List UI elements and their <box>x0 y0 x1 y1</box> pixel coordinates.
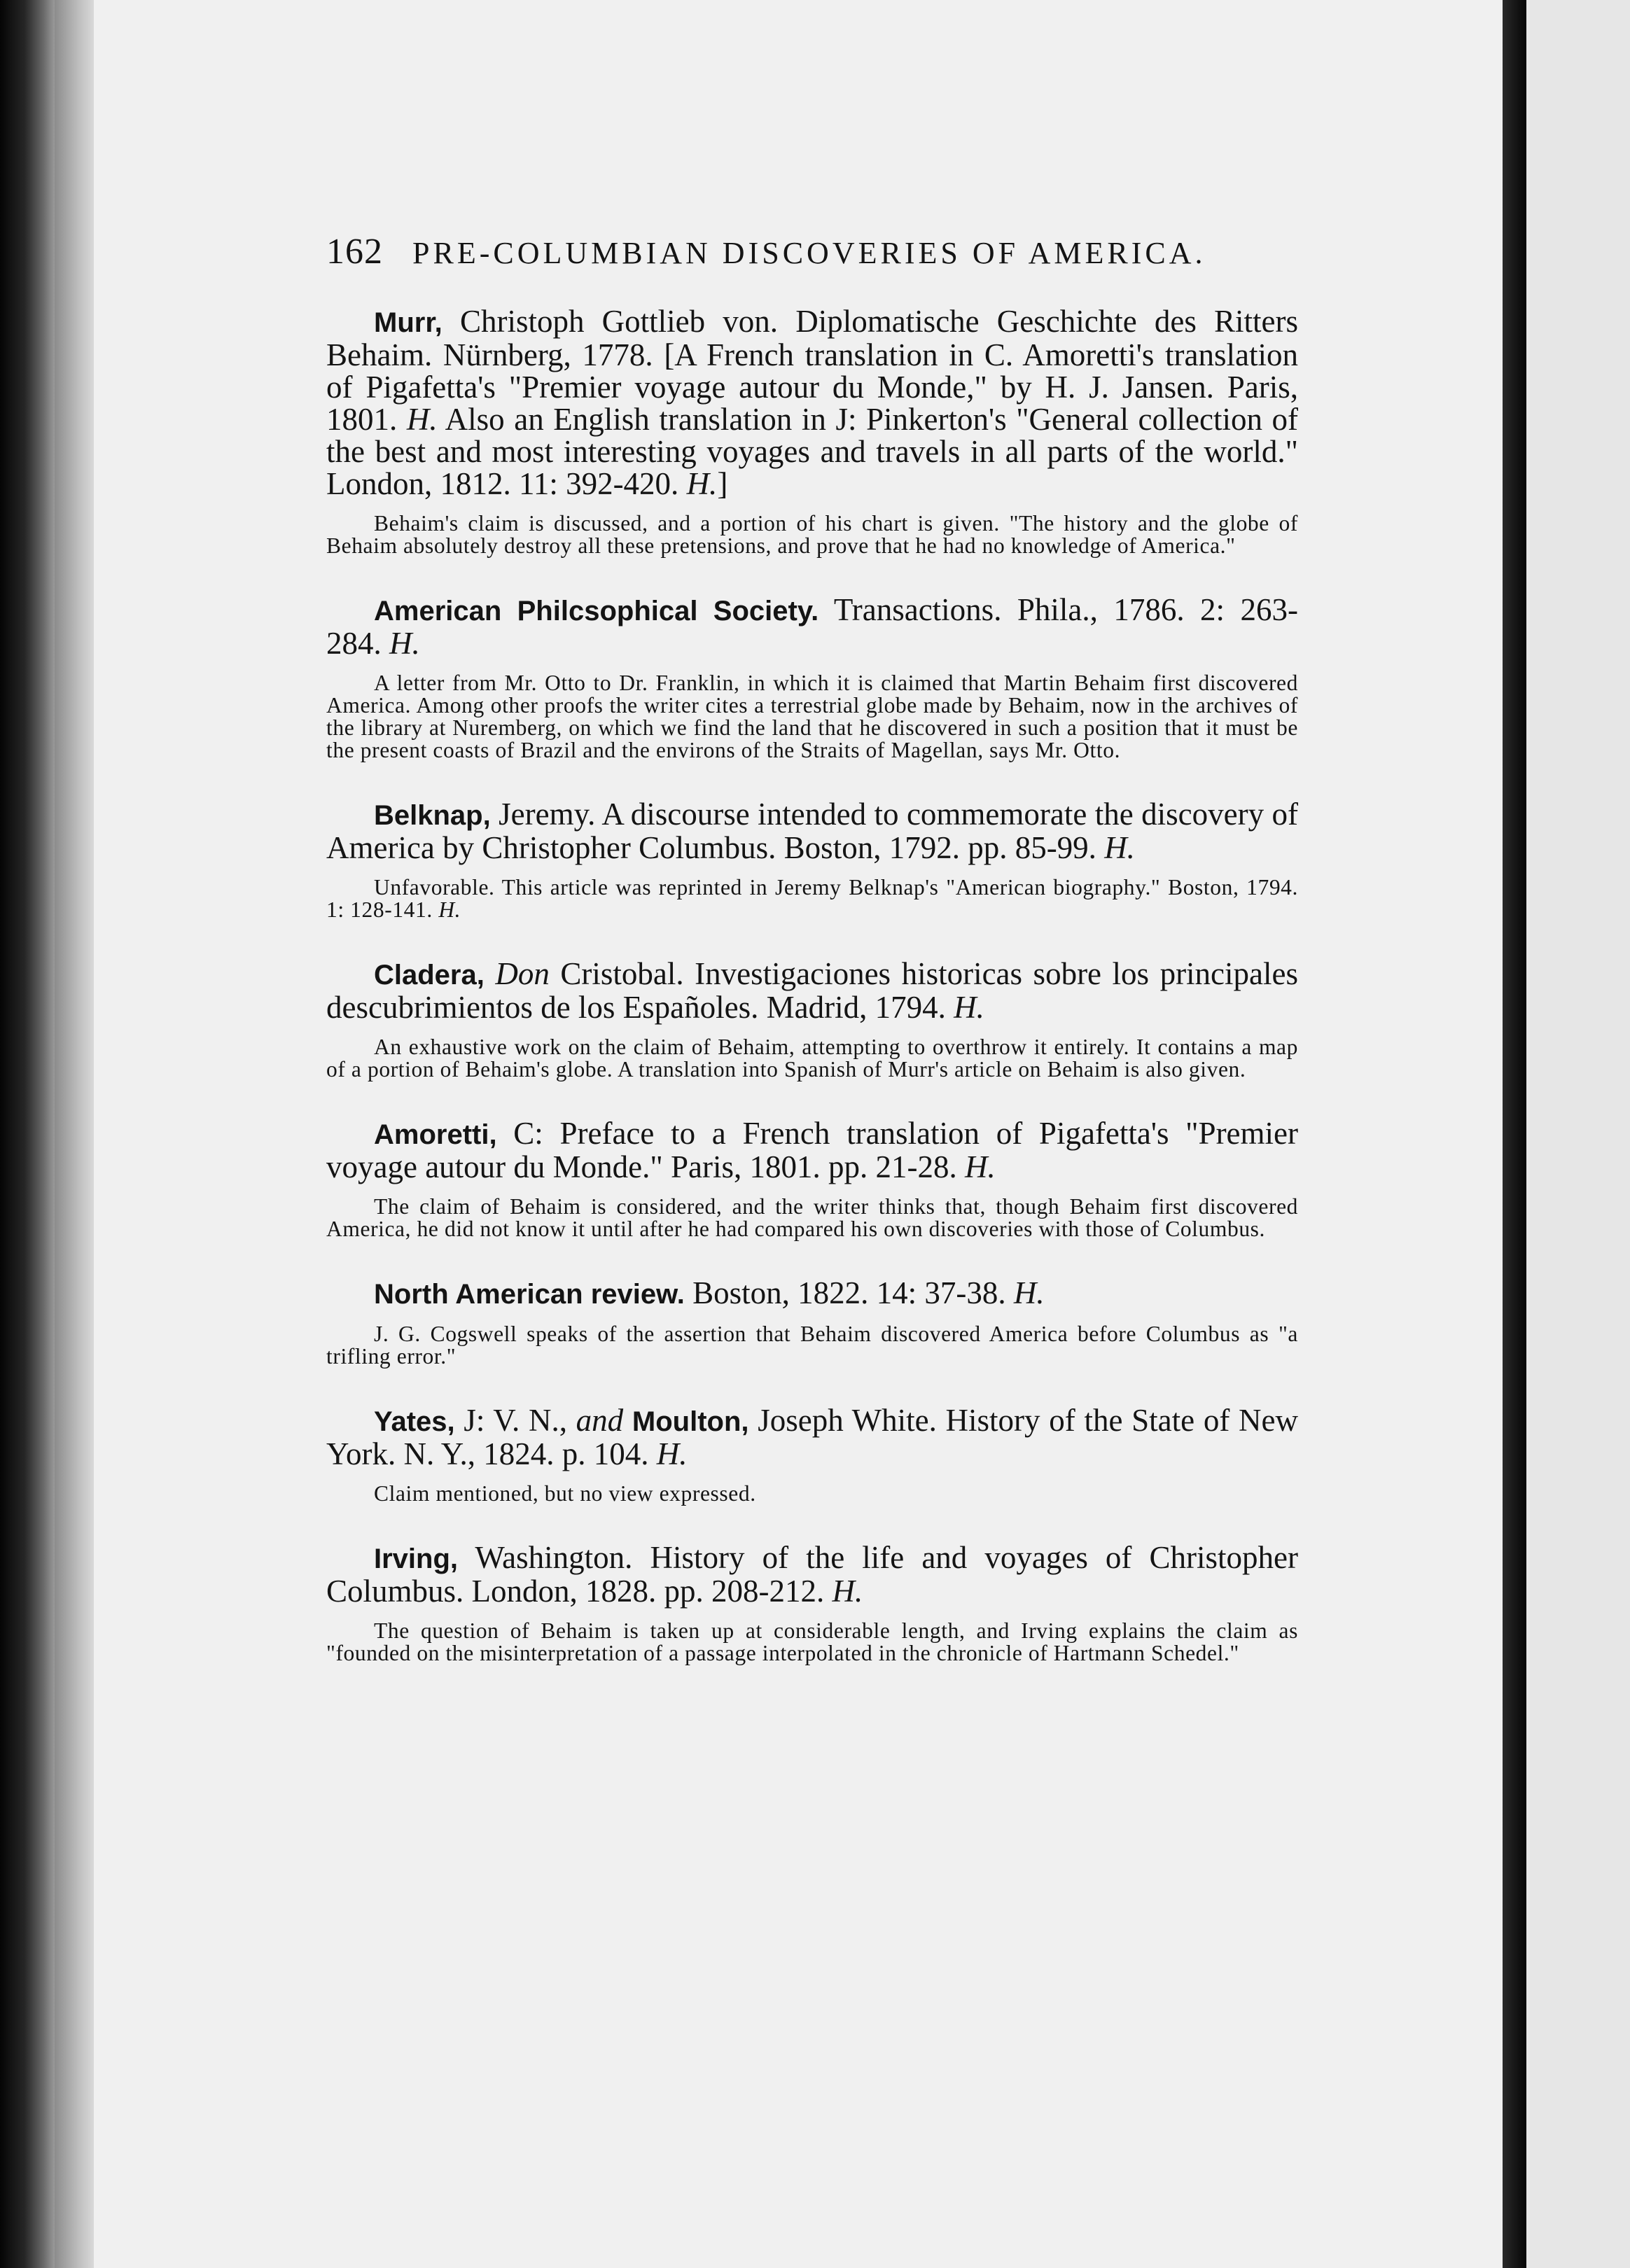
citation-text-continued: Also an English translation in J: Pinkerton's "General collection of the best and most interesting voyages and travels in all parts of the world." London, 1812. 11: 392-420. <box>326 402 1299 501</box>
bibliography-entry-cladera <box>326 958 1298 1081</box>
citation-text: Transactions. Phila., 1786. 2: 263-284. <box>326 592 1298 661</box>
entry-author: Murr, <box>374 307 443 338</box>
library-mark: H. <box>954 990 984 1025</box>
entry-annotation <box>326 876 1298 921</box>
citation-initials: J: V. N., <box>464 1403 567 1438</box>
page-stack-edge <box>55 0 94 2268</box>
bibliography-entry-american-philosophical-society <box>326 594 1298 762</box>
page-gutter-shadow <box>1503 0 1526 2268</box>
library-mark: H. <box>965 1149 996 1184</box>
conjunction-italic: and <box>576 1403 624 1438</box>
entry-annotation: The claim of Behaim is considered, and the writer thinks that, though Behaim first discovered America, he did not know it until after he had compared his own discoveries with those of Columbus. <box>326 1194 1298 1241</box>
entry-citation <box>326 1541 1298 1607</box>
page-number: 162 <box>326 232 383 272</box>
entry-author: Yates, <box>374 1406 455 1437</box>
entry-citation <box>326 594 1298 659</box>
citation-text: Joseph White. History of the State of New York. N. Y., 1824. p. 104. <box>326 1403 1299 1471</box>
citation-text: C: Preface to a French translation of Pigafetta's "Premier voyage autour du Monde." Paris, 1801. pp. 21-28. <box>326 1116 1298 1184</box>
entry-annotation: J. G. Cogswell speaks of the assertion that Behaim discovered America before Columbus as "a trifling error." <box>326 1322 1298 1368</box>
closing-bracket: ] <box>717 466 728 501</box>
author-title-italic: Don <box>495 956 550 991</box>
annotation-text: Unfavorable. This article was reprinted in Jeremy Belknap's "American biography." Boston, 1794. 1: 128-141. <box>326 875 1298 922</box>
entry-author: Irving, <box>374 1544 459 1574</box>
library-mark: H. <box>389 626 420 661</box>
citation-text: Jeremy. A discourse intended to commemorate the discovery of America by Christopher Columbus. Boston, 1792. pp. 85-99. <box>326 797 1299 865</box>
book-spine-shadow <box>0 0 55 2268</box>
library-mark: H. <box>1013 1275 1045 1310</box>
library-mark: H. <box>686 466 718 501</box>
entry-annotation: The question of Behaim is taken up at considerable length, and Irving explains the claim as "founded on the misinterpretation of a passage interpolated in the chronicle of Hartmann Schedel." <box>326 1618 1298 1665</box>
entry-author: American Philcsophical Society. <box>374 596 819 626</box>
library-mark: H. <box>406 402 438 437</box>
entry-citation <box>326 798 1298 864</box>
entry-annotation: An exhaustive work on the claim of Behaim, attempting to overthrow it entirely. It contains a map of a portion of Behaim's globe. A translation into Spanish of Murr's article on Behaim is also given. <box>326 1035 1298 1082</box>
bibliography-entry-murr <box>326 305 1298 557</box>
entry-annotation: Claim mentioned, but no view expressed. <box>374 1481 756 1506</box>
entry-citation <box>326 958 1298 1023</box>
library-mark: H. <box>656 1436 688 1471</box>
entry-citation <box>326 1404 1298 1470</box>
bibliography-entry-yates-moulton <box>326 1404 1298 1505</box>
entry-annotation: Behaim's claim is discussed, and a portion of his chart is given. "The history and the globe of Behaim absolutely destroy all these pretensions, and prove that he had no knowledge of America." <box>326 511 1298 558</box>
page-header <box>326 231 1298 272</box>
library-mark: H. <box>438 897 461 922</box>
citation-text: Boston, 1822. 14: 37-38. <box>692 1275 1006 1310</box>
entry-author: Amoretti, <box>374 1119 497 1150</box>
running-head: PRE-COLUMBIAN DISCOVERIES OF AMERICA. <box>412 236 1206 270</box>
bibliography-entry-irving <box>326 1541 1298 1665</box>
bibliography-entry-amoretti <box>326 1117 1298 1240</box>
entry-citation <box>326 305 1298 500</box>
entry-author: North American review. <box>374 1279 685 1310</box>
bibliography-entry-belknap <box>326 798 1298 921</box>
citation-text: Cristobal. Investigaciones historicas sobre los principales descubrimientos de los Españoles. Madrid, 1794. <box>326 956 1298 1025</box>
citation-text: Christoph Gottlieb von. Diplomatische Geschichte des Ritters Behaim. Nürnberg, 1778. [A French translation in C. Amoretti's translation of Pigafetta's "Premier voyage autour du Monde," by H. J. Jansen. Paris, 1801. <box>326 304 1299 437</box>
next-page-edge <box>1526 0 1630 2268</box>
entry-citation <box>326 1117 1298 1183</box>
library-mark: H. <box>1104 830 1135 865</box>
entry-citation <box>326 1277 1298 1310</box>
entry-author: Cladera, <box>374 960 485 990</box>
library-mark: H. <box>832 1574 863 1609</box>
bibliography-content <box>326 305 1298 1701</box>
entry-author: Belknap, <box>374 800 491 831</box>
bibliography-entry-north-american-review <box>326 1277 1298 1368</box>
entry-coauthor: Moulton, <box>632 1406 749 1437</box>
citation-text: Washington. History of the life and voyages of Christopher Columbus. London, 1828. pp. 208-212. <box>326 1540 1298 1609</box>
entry-annotation: A letter from Mr. Otto to Dr. Franklin, in which it is claimed that Martin Behaim first discovered America. Among other proofs the writer cites a terrestrial globe made by Behaim, now in the archives of the library at Nuremberg, on which we find the land that he discovered in such a position that it must be the present coasts of Brazil and the environs of the Straits of Magellan, says Mr. Otto. <box>326 671 1298 762</box>
